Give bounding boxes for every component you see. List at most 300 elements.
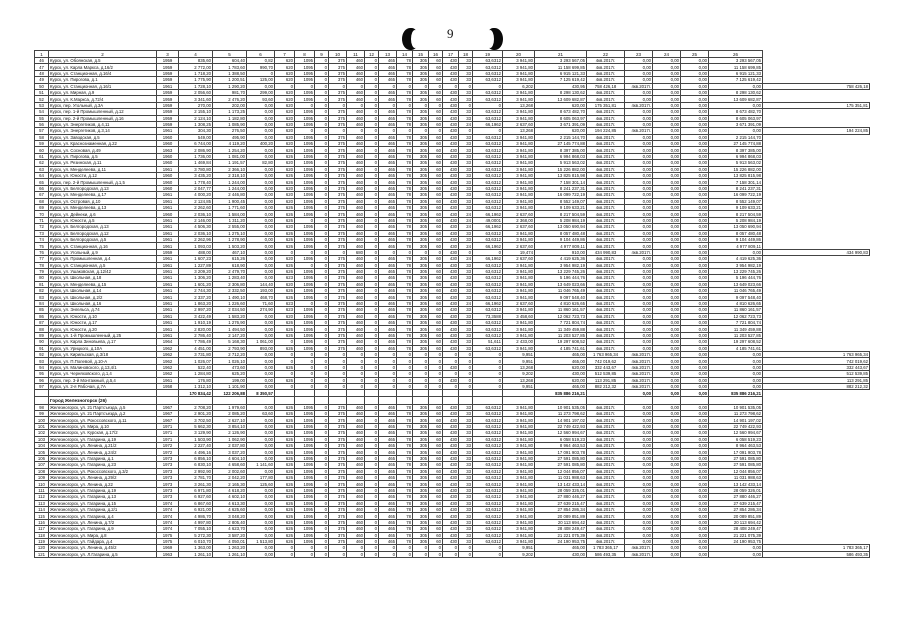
table-cell: 60 <box>429 236 443 242</box>
table-cell: 0,00 <box>247 358 275 364</box>
table-cell: 60 <box>429 307 443 313</box>
table-cell: 2 744,30 <box>179 288 213 294</box>
table-cell: 430 <box>443 96 459 102</box>
row-number-cell: 85 <box>35 307 49 313</box>
table-cell: 2 126,90 <box>213 430 247 436</box>
table-cell: 1 081,00 <box>213 153 247 159</box>
table-cell: 375 <box>329 236 347 242</box>
table-cell: 0,00 <box>247 551 275 557</box>
table-cell: 1095 <box>295 532 315 538</box>
table-cell: 9,202 <box>503 371 535 377</box>
table-cell: 60 <box>429 339 443 345</box>
table-cell: 1095 <box>295 455 315 461</box>
table-cell: 460 <box>347 475 365 481</box>
table-cell: 375 <box>329 115 347 121</box>
table-cell: 0 <box>459 377 473 383</box>
address-cell: Курск, ул. Пирогова, д.5 <box>49 153 157 159</box>
table-cell: 0,00 <box>681 526 709 532</box>
table-cell: 60 <box>429 455 443 461</box>
table-cell: 375 <box>329 475 347 481</box>
table-cell: 465 <box>379 256 397 262</box>
table-cell: 3 941,80 <box>503 332 535 338</box>
table-cell: 122 206,88 <box>213 390 247 396</box>
table-cell: 0,00 <box>681 160 709 166</box>
table-cell: 0,00 <box>681 275 709 281</box>
table-cell: 0 <box>365 109 379 115</box>
table-cell: 78 <box>397 153 413 159</box>
table-cell: 1 283,40 <box>213 275 247 281</box>
table-cell: 7 055,10 <box>179 526 213 532</box>
table-cell: 0 <box>365 500 379 506</box>
table-cell: 82,80 <box>247 160 275 166</box>
table-cell: 4кв.2017г. <box>587 262 625 268</box>
table-cell: 0 <box>347 128 365 134</box>
table-cell: 430 <box>443 487 459 493</box>
table-cell <box>275 396 295 404</box>
table-cell: 5 272,30 <box>179 532 213 538</box>
table-cell: 3 941,80 <box>503 326 535 332</box>
table-cell: 332 443,67 <box>587 364 625 370</box>
table-cell: 375 <box>329 449 347 455</box>
table-cell: 78 <box>397 166 413 172</box>
row-number-cell: 59 <box>35 141 49 147</box>
table-cell: 1 261,10 <box>179 551 213 557</box>
table-cell: 4кв.2017г. <box>587 313 625 319</box>
table-cell: 0,00 <box>625 64 653 70</box>
table-cell: 78 <box>397 326 413 332</box>
table-cell: 3 941,80 <box>503 147 535 153</box>
table-cell: 465 <box>379 275 397 281</box>
table-cell: 11 273 798,62 <box>535 411 587 417</box>
table-cell: 0 <box>315 173 329 179</box>
table-cell: 2 002,60 <box>213 468 247 474</box>
table-cell: 375 <box>329 455 347 461</box>
table-cell: 1 278,90 <box>213 236 247 242</box>
table-cell: 66,1962 <box>473 300 503 306</box>
table-cell: 465 <box>379 173 397 179</box>
table-cell: 430 <box>443 513 459 519</box>
row-number-cell: 84 <box>35 300 49 306</box>
table-cell: 3 941,80 <box>503 307 535 313</box>
table-cell: 0,00 <box>247 383 275 389</box>
table-cell: 0 <box>315 153 329 159</box>
table-cell: 0 <box>315 326 329 332</box>
table-cell: 465 <box>379 462 397 468</box>
table-cell: 4кв.2017г. <box>625 551 653 557</box>
table-cell: 78 <box>397 481 413 487</box>
table-cell: 33 <box>459 179 473 185</box>
table-cell: 0 <box>459 371 473 377</box>
table-cell: 60 <box>429 192 443 198</box>
table-cell: 620 <box>275 281 295 287</box>
table-cell: 0,00 <box>681 89 709 95</box>
table-cell: 60 <box>429 411 443 417</box>
table-cell: 0,00 <box>681 64 709 70</box>
row-number-cell: 110 <box>35 481 49 487</box>
table-cell: 0,00 <box>681 532 709 538</box>
table-cell: 2 479,70 <box>213 268 247 274</box>
table-cell: 305 <box>413 538 429 544</box>
table-cell: 17 091 903,78 <box>535 449 587 455</box>
table-cell: 0,00 <box>625 211 653 217</box>
table-cell <box>587 396 625 404</box>
address-cell: Курск, ул. Карла Маркса, д.16/2 <box>49 64 157 70</box>
table-cell: 28 408 249,47 <box>535 526 587 532</box>
table-cell: 430 <box>443 204 459 210</box>
table-cell: 2 433,00 <box>503 339 535 345</box>
table-cell: 430 <box>443 243 459 249</box>
table-cell: 375 <box>329 404 347 410</box>
table-cell: 78 <box>397 96 413 102</box>
column-header: 16 <box>429 51 443 58</box>
table-cell: 12 062 723,73 <box>535 313 587 319</box>
table-cell: 78 <box>397 513 413 519</box>
table-cell: 60 <box>429 262 443 268</box>
table-cell: 60 <box>429 417 443 423</box>
table-cell: 0,00 <box>653 307 681 313</box>
table-cell: 465 <box>379 404 397 410</box>
table-cell: 78 <box>397 211 413 217</box>
table-cell: 0,00 <box>625 345 653 351</box>
table-cell: 78 <box>397 281 413 287</box>
table-cell: 460 <box>347 332 365 338</box>
table-cell: 63,6312 <box>473 494 503 500</box>
table-cell: 13 649 023,66 <box>709 281 763 287</box>
table-cell: 2 366,10 <box>213 166 247 172</box>
table-cell: 1095 <box>295 423 315 429</box>
table-cell: 9,202 <box>503 551 535 557</box>
table-cell: 626 <box>275 519 295 525</box>
table-cell: 0,00 <box>653 230 681 236</box>
table-cell: 0,00 <box>653 532 681 538</box>
table-cell: 13 609 682,87 <box>709 96 763 102</box>
table-cell: 60 <box>429 481 443 487</box>
table-cell: 0 <box>443 358 459 364</box>
table-cell: 0,00 <box>247 243 275 249</box>
table-cell: 11 349 459,88 <box>535 326 587 332</box>
table-cell: 835,60 <box>179 58 213 64</box>
table-cell: 3 941,80 <box>503 487 535 493</box>
table-cell: 0,00 <box>653 345 681 351</box>
row-number-cell: 114 <box>35 506 49 512</box>
table-cell: 0,00 <box>625 443 653 449</box>
table-cell: 375 <box>329 332 347 338</box>
table-cell: 430 <box>443 185 459 191</box>
table-cell: 460 <box>347 192 365 198</box>
table-cell: 4 658,60 <box>213 462 247 468</box>
table-cell: 0 <box>275 83 295 89</box>
table-cell: 0,00 <box>653 288 681 294</box>
table-cell: 2 165,30 <box>213 481 247 487</box>
table-cell <box>315 396 329 404</box>
table-cell: 430 <box>443 275 459 281</box>
table-cell: 1973 <box>157 462 179 468</box>
table-cell: 460 <box>347 326 365 332</box>
table-cell: 465 <box>379 519 397 525</box>
table-cell: 430 <box>443 211 459 217</box>
table-cell: 63,6312 <box>473 475 503 481</box>
table-cell: 4кв.2017г. <box>587 411 625 417</box>
table-cell: 626 <box>275 436 295 442</box>
table-cell: 0 <box>443 371 459 377</box>
table-cell: 0 <box>315 288 329 294</box>
table-cell: 430 <box>443 462 459 468</box>
table-cell <box>443 396 459 404</box>
table-cell: 0,00 <box>653 500 681 506</box>
table-cell: 0,00 <box>653 77 681 83</box>
table-cell: 375 <box>329 262 347 268</box>
table-cell: 0,00 <box>681 185 709 191</box>
table-cell: 63,6312 <box>473 468 503 474</box>
table-cell: 465 <box>379 198 397 204</box>
table-cell: 6 915 121,33 <box>709 70 763 76</box>
table-cell: 78 <box>397 487 413 493</box>
table-cell: 0 <box>413 377 429 383</box>
table-cell: 430 <box>443 268 459 274</box>
table-cell: 5 196 444,76 <box>709 275 763 281</box>
table-cell: 3 941,80 <box>503 411 535 417</box>
table-cell: 8 673 482,70 <box>535 109 587 115</box>
table-cell: 465 <box>379 192 397 198</box>
table-cell: 4кв.2017г. <box>587 96 625 102</box>
table-cell: 4кв.2017г. <box>587 121 625 127</box>
row-number-cell: 95 <box>35 371 49 377</box>
table-cell: 0,00 <box>247 468 275 474</box>
table-cell: 0 <box>365 526 379 532</box>
table-cell: 60 <box>429 423 443 429</box>
table-cell: 1 503,20 <box>213 243 247 249</box>
table-cell: 78 <box>397 411 413 417</box>
table-cell: 465 <box>379 481 397 487</box>
table-cell: 465 <box>379 307 397 313</box>
table-cell: 6 744,00 <box>179 141 213 147</box>
table-cell: 4кв.2017г. <box>587 443 625 449</box>
table-cell: 78 <box>397 58 413 64</box>
table-row <box>35 551 870 557</box>
table-cell: 835 886 216,21 <box>709 390 763 396</box>
table-cell: 0 <box>365 243 379 249</box>
table-cell: 3 941,80 <box>503 115 535 121</box>
table-cell: 0,00 <box>653 468 681 474</box>
table-cell: 0 <box>247 70 275 76</box>
table-cell: 60 <box>429 141 443 147</box>
table-cell: 0 <box>429 358 443 364</box>
table-cell: 3 941,80 <box>503 236 535 242</box>
table-cell: 3 941,80 <box>503 153 535 159</box>
table-cell: 0,00 <box>625 77 653 83</box>
table-cell: 60 <box>429 160 443 166</box>
table-cell: 0,00 <box>653 115 681 121</box>
table-cell: 8 298 130,62 <box>709 89 763 95</box>
table-cell: 33 <box>459 185 473 191</box>
table-cell: 0,00 <box>247 153 275 159</box>
table-cell: 620 <box>275 89 295 95</box>
row-number-cell: 105 <box>35 449 49 455</box>
table-cell: 1095 <box>295 77 315 83</box>
table-cell: 1960 <box>157 179 179 185</box>
table-cell: 1971 <box>157 436 179 442</box>
table-cell: 465 <box>379 141 397 147</box>
binding-hole-left-gap <box>411 30 419 48</box>
table-cell: 0 <box>295 351 315 357</box>
table-cell: 3 941,80 <box>503 475 535 481</box>
table-cell: 0 <box>379 249 397 255</box>
table-cell: 11 046 765,49 <box>535 288 587 294</box>
row-number-cell: 99 <box>35 411 49 417</box>
table-cell: 465 <box>379 326 397 332</box>
table-cell: 0 <box>315 430 329 436</box>
table-cell: 4кв.2017г. <box>587 70 625 76</box>
table-cell: 1 026,10 <box>213 358 247 364</box>
table-cell: 0 <box>473 383 503 389</box>
table-cell: 4кв.2017г. <box>587 494 625 500</box>
table-cell: 78 <box>397 526 413 532</box>
table-cell: 0 <box>365 307 379 313</box>
table-cell: 60 <box>429 230 443 236</box>
table-cell: 620 <box>275 102 295 108</box>
table-cell: 0,00 <box>625 500 653 506</box>
table-cell: 19,474 <box>503 249 535 255</box>
table-cell: 1095 <box>295 500 315 506</box>
table-cell: 0,00 <box>681 345 709 351</box>
table-cell: 63,6312 <box>473 115 503 121</box>
table-cell: 0 <box>315 449 329 455</box>
table-cell: 60 <box>429 436 443 442</box>
table-cell: 0,00 <box>653 545 681 551</box>
table-cell: 0 <box>295 545 315 551</box>
table-cell: 626 <box>275 468 295 474</box>
table-cell: 0 <box>365 481 379 487</box>
table-cell: 4 810 626,65 <box>709 300 763 306</box>
table-cell: 60 <box>429 462 443 468</box>
table-cell: 4кв.2017г. <box>587 538 625 544</box>
table-cell: 0 <box>443 383 459 389</box>
table-cell: 1959 <box>157 77 179 83</box>
table-cell: 0 <box>365 404 379 410</box>
table-cell: 78 <box>397 185 413 191</box>
table-cell: 1095 <box>295 462 315 468</box>
table-cell: 8 217 504,59 <box>709 211 763 217</box>
table-cell: 0,00 <box>247 102 275 108</box>
table-cell: 620 <box>275 121 295 127</box>
table-cell: 60 <box>429 204 443 210</box>
table-cell: 0 <box>365 102 379 108</box>
address-cell: Курск, ул. Менделеева, д.13 <box>49 204 157 210</box>
table-cell: 3 941,80 <box>503 538 535 544</box>
table-cell: 3 941,80 <box>503 198 535 204</box>
table-cell: 626 <box>275 230 295 236</box>
table-cell <box>413 396 429 404</box>
table-cell: 430 <box>443 288 459 294</box>
table-cell: 0 <box>365 236 379 242</box>
table-cell: 28 059 326,01 <box>535 487 587 493</box>
table-cell: 27 639 215,47 <box>709 500 763 506</box>
table-cell: 0,00 <box>625 417 653 423</box>
row-number-cell: 109 <box>35 475 49 481</box>
table-cell: 0 <box>365 436 379 442</box>
table-cell: 4 625,60 <box>213 506 247 512</box>
address-cell: Курск, ул. Промышленная, д.4 <box>49 256 157 262</box>
table-cell: 0,00 <box>681 77 709 83</box>
table-cell: 835 886 216,21 <box>535 390 587 396</box>
table-cell: 8 673 482,70 <box>709 109 763 115</box>
table-cell: 63,6312 <box>473 443 503 449</box>
table-cell: 430 <box>443 109 459 115</box>
table-cell: 465 <box>379 185 397 191</box>
table-cell: 0 <box>315 224 329 230</box>
table-cell: 0 <box>365 58 379 64</box>
table-cell: 33 <box>459 449 473 455</box>
table-cell: 375 <box>329 64 347 70</box>
table-cell: 465 <box>379 294 397 300</box>
table-cell: 2 036,10 <box>179 211 213 217</box>
address-cell: Железногорск, ул. Рокоссовского, д.3/2 <box>49 468 157 474</box>
table-cell: 0 <box>365 64 379 70</box>
table-cell: 0 <box>365 179 379 185</box>
table-cell: 13 142 433,14 <box>709 481 763 487</box>
column-header: 26 <box>709 51 763 58</box>
table-cell: 465 <box>379 224 397 230</box>
table-cell: 460 <box>347 481 365 487</box>
table-cell <box>379 396 397 404</box>
table-cell: 460 <box>347 217 365 223</box>
table-cell: 0,00 <box>709 83 763 89</box>
table-cell: 3 941,80 <box>503 185 535 191</box>
column-header: 18 <box>459 51 473 58</box>
table-cell: 375 <box>329 166 347 172</box>
table-cell: 78 <box>397 519 413 525</box>
row-number-cell: 72 <box>35 224 49 230</box>
table-cell: 0 <box>365 455 379 461</box>
table-cell: 27 880 446,27 <box>535 494 587 500</box>
table-cell: 27 854 286,34 <box>535 506 587 512</box>
table-cell: 33 <box>459 288 473 294</box>
table-cell: 375 <box>329 256 347 262</box>
table-cell: 3 671 391,09 <box>709 121 763 127</box>
table-cell: 0,00 <box>681 236 709 242</box>
table-cell: 0 <box>413 128 429 134</box>
table-cell: 6 010,70 <box>179 538 213 544</box>
table-cell: 63,6312 <box>473 500 503 506</box>
table-cell: 1095 <box>295 70 315 76</box>
table-cell: 620 <box>275 77 295 83</box>
table-cell: 60 <box>429 494 443 500</box>
table-cell: 8 605 063,97 <box>535 115 587 121</box>
table-cell: 305 <box>413 500 429 506</box>
table-cell: 305 <box>413 173 429 179</box>
table-cell: 8 964 463,53 <box>535 443 587 449</box>
table-cell: 13 229 745,26 <box>709 268 763 274</box>
table-cell: 473,60 <box>213 364 247 370</box>
table-cell: 1961 <box>157 377 179 383</box>
table-cell: 4кв.2017г. <box>587 436 625 442</box>
table-cell: 4 419 625,36 <box>709 256 763 262</box>
table-cell: 78 <box>397 538 413 544</box>
table-cell: 27 145 774,88 <box>709 141 763 147</box>
table-cell: 430 <box>443 404 459 410</box>
table-cell: 0 <box>429 351 443 357</box>
table-cell: 758 426,18 <box>763 83 870 89</box>
table-cell: 0 <box>295 383 315 389</box>
table-cell: 0 <box>473 358 503 364</box>
table-cell: 0 <box>397 545 413 551</box>
table-cell: 618,90 <box>213 262 247 268</box>
table-cell <box>681 396 709 404</box>
table-cell: 0 <box>365 468 379 474</box>
table-cell: 3 941,80 <box>503 281 535 287</box>
table-cell: 2 036,10 <box>179 230 213 236</box>
table-cell: 430 <box>443 423 459 429</box>
